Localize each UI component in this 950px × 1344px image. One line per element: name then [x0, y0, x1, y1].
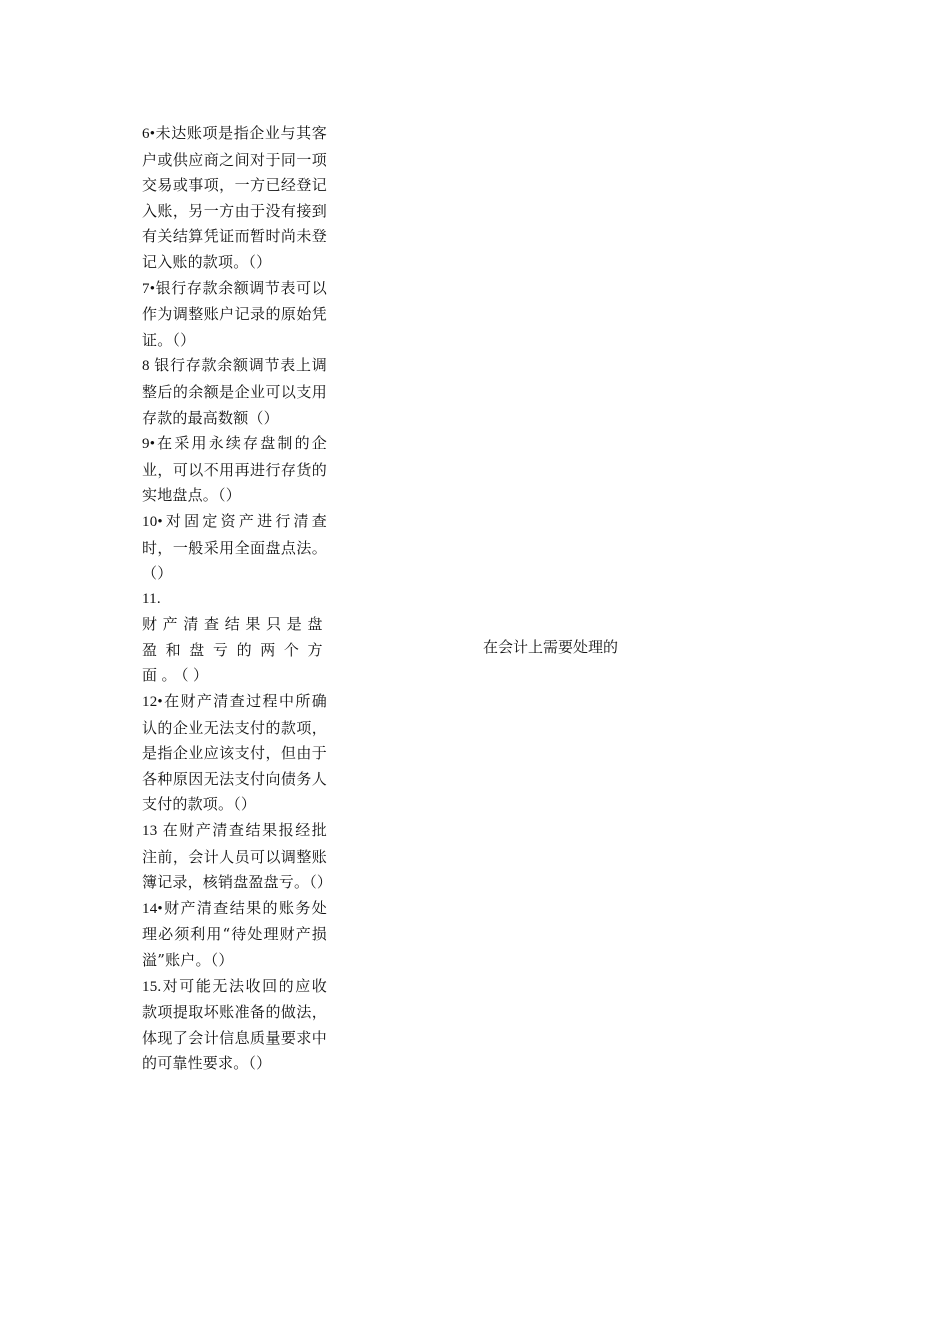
question-text: 在财产清查过程中所确认的企业无法支付的款项，是指企业应该支付，但由于各种原因无法支付向债务人支付的款项。（） — [142, 692, 327, 814]
question-number: 13 — [142, 823, 163, 840]
question-number: 6• — [142, 126, 156, 142]
question-text: 未达账项是指企业与其客户或供应商之间对于同一项交易或事项，一方已经登记入账，另一方由于没有接到有关结算凭证而暂时尚未登记入账的款项。（） — [142, 124, 327, 271]
question-15 — [142, 974, 327, 1077]
question-6 — [142, 121, 327, 276]
question-text: 在财产清查结果报经批注前，会计人员可以调整账簿记录，核销盘盈盘亏。（） — [142, 821, 333, 892]
question-8 — [142, 353, 327, 431]
question-text: 在采用永续存盘制的企业，可以不用再进行存货的实地盘点。（） — [142, 434, 327, 505]
question-number: 9• — [142, 436, 156, 453]
side-text-fragment: 在会计上需要处理的 — [483, 638, 619, 656]
question-number: 10• — [142, 513, 163, 530]
question-text: 银行存款余额调节表可以作为调整账户记录的原始凭证。（） — [142, 278, 327, 349]
question-number: 15. — [142, 978, 162, 995]
question-14 — [142, 896, 327, 974]
question-text: 银行存款余额调节表上调整后的余额是企业可以支用存款的最高数额（） — [142, 356, 328, 427]
question-number: 14• — [142, 900, 163, 917]
question-text: 对固定资产进行清查时，一般采用全面盘点法。（） — [142, 511, 327, 583]
question-number: 11. — [142, 590, 161, 607]
question-10 — [142, 509, 327, 587]
question-text: 财产清查结果的账务处理必须利用“待处理财产损溢”账户。（） — [142, 898, 327, 969]
question-number: 12• — [142, 694, 163, 711]
question-number: 8 — [142, 358, 155, 375]
question-column — [142, 121, 333, 1077]
question-9 — [142, 431, 327, 509]
question-text: 对可能无法收回的应收款项提取坏账准备的做法，体现了会计信息质量要求中的可靠性要求。（） — [142, 976, 327, 1073]
question-text: 财产清查结果只是盘盈和盘亏的两个方面。（） — [142, 615, 327, 685]
question-13 — [142, 818, 333, 896]
question-7 — [142, 276, 327, 354]
question-number: 7• — [142, 280, 156, 297]
question-11 — [142, 587, 327, 689]
question-12 — [142, 689, 327, 818]
